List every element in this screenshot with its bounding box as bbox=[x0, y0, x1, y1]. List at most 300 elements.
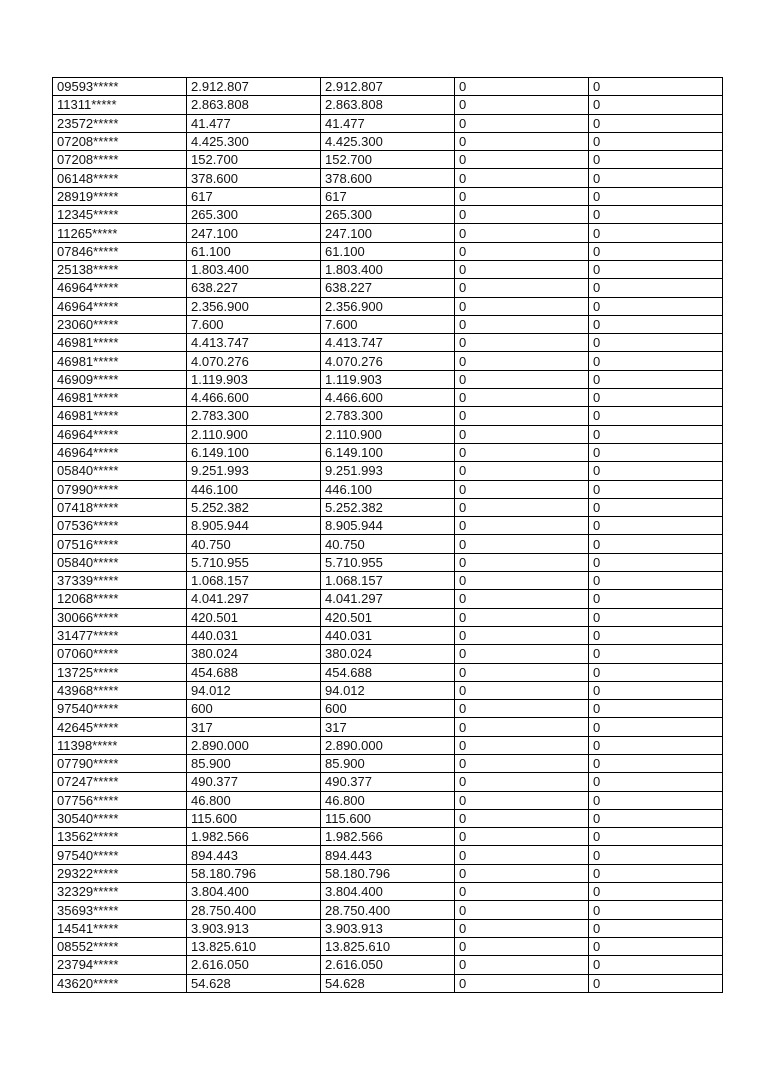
table-row bbox=[53, 187, 723, 205]
amount-repeat-cell: 7.600 bbox=[321, 315, 455, 333]
id-cell: 46909***** bbox=[53, 370, 187, 388]
amount-repeat-cell: 28.750.400 bbox=[321, 901, 455, 919]
id-cell: 07208***** bbox=[53, 151, 187, 169]
zero-cell-b: 0 bbox=[589, 517, 723, 535]
table-body bbox=[53, 78, 723, 993]
zero-cell-a: 0 bbox=[455, 736, 589, 754]
table-row bbox=[53, 791, 723, 809]
amount-cell: 115.600 bbox=[187, 809, 321, 827]
zero-cell-a: 0 bbox=[455, 224, 589, 242]
id-cell: 13725***** bbox=[53, 663, 187, 681]
amount-cell: 894.443 bbox=[187, 846, 321, 864]
zero-cell-b: 0 bbox=[589, 864, 723, 882]
zero-cell-a: 0 bbox=[455, 169, 589, 187]
table-row bbox=[53, 334, 723, 352]
zero-cell-a: 0 bbox=[455, 809, 589, 827]
amount-repeat-cell: 420.501 bbox=[321, 608, 455, 626]
table-row bbox=[53, 151, 723, 169]
table-row bbox=[53, 700, 723, 718]
id-cell: 07516***** bbox=[53, 535, 187, 553]
amount-repeat-cell: 6.149.100 bbox=[321, 443, 455, 461]
table-row bbox=[53, 462, 723, 480]
id-cell: 46981***** bbox=[53, 334, 187, 352]
amount-repeat-cell: 2.616.050 bbox=[321, 956, 455, 974]
table-row bbox=[53, 96, 723, 114]
id-cell: 30066***** bbox=[53, 608, 187, 626]
zero-cell-b: 0 bbox=[589, 572, 723, 590]
zero-cell-b: 0 bbox=[589, 279, 723, 297]
zero-cell-a: 0 bbox=[455, 754, 589, 772]
table-row bbox=[53, 370, 723, 388]
amount-cell: 490.377 bbox=[187, 773, 321, 791]
id-cell: 07247***** bbox=[53, 773, 187, 791]
amount-cell: 247.100 bbox=[187, 224, 321, 242]
zero-cell-a: 0 bbox=[455, 828, 589, 846]
zero-cell-a: 0 bbox=[455, 462, 589, 480]
amount-repeat-cell: 317 bbox=[321, 718, 455, 736]
amount-cell: 617 bbox=[187, 187, 321, 205]
table-row bbox=[53, 608, 723, 626]
amount-cell: 85.900 bbox=[187, 754, 321, 772]
zero-cell-b: 0 bbox=[589, 956, 723, 974]
table-row bbox=[53, 572, 723, 590]
table-row bbox=[53, 663, 723, 681]
zero-cell-b: 0 bbox=[589, 242, 723, 260]
zero-cell-a: 0 bbox=[455, 260, 589, 278]
table-row bbox=[53, 974, 723, 992]
amount-repeat-cell: 4.413.747 bbox=[321, 334, 455, 352]
zero-cell-b: 0 bbox=[589, 974, 723, 992]
amount-cell: 13.825.610 bbox=[187, 937, 321, 955]
id-cell: 32329***** bbox=[53, 883, 187, 901]
amount-repeat-cell: 446.100 bbox=[321, 480, 455, 498]
amount-repeat-cell: 5.710.955 bbox=[321, 553, 455, 571]
amount-repeat-cell: 1.982.566 bbox=[321, 828, 455, 846]
table-row bbox=[53, 169, 723, 187]
zero-cell-b: 0 bbox=[589, 736, 723, 754]
zero-cell-b: 0 bbox=[589, 846, 723, 864]
zero-cell-a: 0 bbox=[455, 864, 589, 882]
zero-cell-b: 0 bbox=[589, 919, 723, 937]
amount-cell: 4.070.276 bbox=[187, 352, 321, 370]
amount-cell: 4.413.747 bbox=[187, 334, 321, 352]
amount-repeat-cell: 3.804.400 bbox=[321, 883, 455, 901]
zero-cell-a: 0 bbox=[455, 645, 589, 663]
amount-cell: 4.425.300 bbox=[187, 132, 321, 150]
table-row bbox=[53, 883, 723, 901]
amount-repeat-cell: 115.600 bbox=[321, 809, 455, 827]
id-cell: 30540***** bbox=[53, 809, 187, 827]
table-row bbox=[53, 956, 723, 974]
id-cell: 46964***** bbox=[53, 425, 187, 443]
table-row bbox=[53, 480, 723, 498]
id-cell: 14541***** bbox=[53, 919, 187, 937]
amount-cell: 4.466.600 bbox=[187, 389, 321, 407]
amount-cell: 28.750.400 bbox=[187, 901, 321, 919]
amount-repeat-cell: 2.356.900 bbox=[321, 297, 455, 315]
table-row bbox=[53, 260, 723, 278]
table-row bbox=[53, 828, 723, 846]
id-cell: 37339***** bbox=[53, 572, 187, 590]
zero-cell-a: 0 bbox=[455, 498, 589, 516]
amount-cell: 2.912.807 bbox=[187, 78, 321, 96]
id-cell: 31477***** bbox=[53, 626, 187, 644]
table-row bbox=[53, 535, 723, 553]
amount-cell: 446.100 bbox=[187, 480, 321, 498]
amount-cell: 265.300 bbox=[187, 206, 321, 224]
table-row bbox=[53, 937, 723, 955]
amount-repeat-cell: 152.700 bbox=[321, 151, 455, 169]
amount-cell: 2.616.050 bbox=[187, 956, 321, 974]
zero-cell-a: 0 bbox=[455, 626, 589, 644]
amount-repeat-cell: 2.912.807 bbox=[321, 78, 455, 96]
amount-cell: 94.012 bbox=[187, 681, 321, 699]
id-cell: 25138***** bbox=[53, 260, 187, 278]
amount-cell: 58.180.796 bbox=[187, 864, 321, 882]
zero-cell-b: 0 bbox=[589, 553, 723, 571]
amount-cell: 2.890.000 bbox=[187, 736, 321, 754]
zero-cell-b: 0 bbox=[589, 315, 723, 333]
amount-cell: 61.100 bbox=[187, 242, 321, 260]
amount-repeat-cell: 9.251.993 bbox=[321, 462, 455, 480]
table-row bbox=[53, 498, 723, 516]
id-cell: 46981***** bbox=[53, 389, 187, 407]
zero-cell-b: 0 bbox=[589, 590, 723, 608]
amount-repeat-cell: 490.377 bbox=[321, 773, 455, 791]
table-row bbox=[53, 114, 723, 132]
amount-repeat-cell: 4.466.600 bbox=[321, 389, 455, 407]
id-cell: 11398***** bbox=[53, 736, 187, 754]
zero-cell-b: 0 bbox=[589, 132, 723, 150]
id-cell: 23572***** bbox=[53, 114, 187, 132]
zero-cell-a: 0 bbox=[455, 480, 589, 498]
table-row bbox=[53, 425, 723, 443]
zero-cell-a: 0 bbox=[455, 352, 589, 370]
data-table bbox=[52, 77, 723, 993]
id-cell: 46981***** bbox=[53, 407, 187, 425]
id-cell: 97540***** bbox=[53, 846, 187, 864]
table-row bbox=[53, 78, 723, 96]
amount-cell: 2.783.300 bbox=[187, 407, 321, 425]
table-row bbox=[53, 297, 723, 315]
zero-cell-b: 0 bbox=[589, 407, 723, 425]
zero-cell-a: 0 bbox=[455, 937, 589, 955]
zero-cell-b: 0 bbox=[589, 114, 723, 132]
amount-cell: 41.477 bbox=[187, 114, 321, 132]
amount-repeat-cell: 13.825.610 bbox=[321, 937, 455, 955]
zero-cell-b: 0 bbox=[589, 169, 723, 187]
zero-cell-a: 0 bbox=[455, 187, 589, 205]
zero-cell-b: 0 bbox=[589, 773, 723, 791]
id-cell: 46964***** bbox=[53, 443, 187, 461]
zero-cell-b: 0 bbox=[589, 791, 723, 809]
id-cell: 23794***** bbox=[53, 956, 187, 974]
zero-cell-b: 0 bbox=[589, 937, 723, 955]
zero-cell-a: 0 bbox=[455, 535, 589, 553]
amount-repeat-cell: 378.600 bbox=[321, 169, 455, 187]
amount-cell: 8.905.944 bbox=[187, 517, 321, 535]
amount-cell: 1.982.566 bbox=[187, 828, 321, 846]
zero-cell-a: 0 bbox=[455, 663, 589, 681]
amount-repeat-cell: 1.803.400 bbox=[321, 260, 455, 278]
zero-cell-a: 0 bbox=[455, 425, 589, 443]
table-row bbox=[53, 645, 723, 663]
zero-cell-a: 0 bbox=[455, 96, 589, 114]
table-row bbox=[53, 773, 723, 791]
zero-cell-b: 0 bbox=[589, 462, 723, 480]
id-cell: 43968***** bbox=[53, 681, 187, 699]
amount-repeat-cell: 440.031 bbox=[321, 626, 455, 644]
zero-cell-a: 0 bbox=[455, 681, 589, 699]
table-row bbox=[53, 443, 723, 461]
table-row bbox=[53, 590, 723, 608]
zero-cell-a: 0 bbox=[455, 773, 589, 791]
zero-cell-a: 0 bbox=[455, 553, 589, 571]
amount-repeat-cell: 2.783.300 bbox=[321, 407, 455, 425]
zero-cell-b: 0 bbox=[589, 151, 723, 169]
zero-cell-b: 0 bbox=[589, 352, 723, 370]
table-row bbox=[53, 626, 723, 644]
amount-cell: 380.024 bbox=[187, 645, 321, 663]
zero-cell-b: 0 bbox=[589, 96, 723, 114]
table-row bbox=[53, 864, 723, 882]
zero-cell-b: 0 bbox=[589, 78, 723, 96]
table-row bbox=[53, 736, 723, 754]
id-cell: 09593***** bbox=[53, 78, 187, 96]
zero-cell-b: 0 bbox=[589, 809, 723, 827]
amount-cell: 317 bbox=[187, 718, 321, 736]
id-cell: 07208***** bbox=[53, 132, 187, 150]
amount-cell: 3.804.400 bbox=[187, 883, 321, 901]
table-row bbox=[53, 132, 723, 150]
id-cell: 97540***** bbox=[53, 700, 187, 718]
id-cell: 08552***** bbox=[53, 937, 187, 955]
zero-cell-a: 0 bbox=[455, 919, 589, 937]
table-row bbox=[53, 242, 723, 260]
zero-cell-b: 0 bbox=[589, 901, 723, 919]
amount-repeat-cell: 85.900 bbox=[321, 754, 455, 772]
amount-repeat-cell: 265.300 bbox=[321, 206, 455, 224]
zero-cell-b: 0 bbox=[589, 443, 723, 461]
zero-cell-a: 0 bbox=[455, 389, 589, 407]
amount-cell: 454.688 bbox=[187, 663, 321, 681]
id-cell: 46964***** bbox=[53, 297, 187, 315]
zero-cell-a: 0 bbox=[455, 883, 589, 901]
amount-cell: 9.251.993 bbox=[187, 462, 321, 480]
id-cell: 42645***** bbox=[53, 718, 187, 736]
amount-cell: 54.628 bbox=[187, 974, 321, 992]
id-cell: 12068***** bbox=[53, 590, 187, 608]
amount-repeat-cell: 894.443 bbox=[321, 846, 455, 864]
amount-cell: 2.110.900 bbox=[187, 425, 321, 443]
table-row bbox=[53, 846, 723, 864]
amount-repeat-cell: 638.227 bbox=[321, 279, 455, 297]
amount-cell: 152.700 bbox=[187, 151, 321, 169]
amount-repeat-cell: 1.119.903 bbox=[321, 370, 455, 388]
id-cell: 11265***** bbox=[53, 224, 187, 242]
table-row bbox=[53, 681, 723, 699]
amount-cell: 600 bbox=[187, 700, 321, 718]
table-row bbox=[53, 206, 723, 224]
zero-cell-a: 0 bbox=[455, 791, 589, 809]
zero-cell-a: 0 bbox=[455, 572, 589, 590]
zero-cell-b: 0 bbox=[589, 498, 723, 516]
table-row bbox=[53, 279, 723, 297]
zero-cell-a: 0 bbox=[455, 700, 589, 718]
id-cell: 35693***** bbox=[53, 901, 187, 919]
amount-repeat-cell: 454.688 bbox=[321, 663, 455, 681]
zero-cell-a: 0 bbox=[455, 114, 589, 132]
table-row bbox=[53, 901, 723, 919]
amount-cell: 40.750 bbox=[187, 535, 321, 553]
zero-cell-b: 0 bbox=[589, 626, 723, 644]
zero-cell-b: 0 bbox=[589, 260, 723, 278]
amount-cell: 6.149.100 bbox=[187, 443, 321, 461]
zero-cell-b: 0 bbox=[589, 206, 723, 224]
id-cell: 13562***** bbox=[53, 828, 187, 846]
amount-repeat-cell: 3.903.913 bbox=[321, 919, 455, 937]
zero-cell-a: 0 bbox=[455, 78, 589, 96]
amount-repeat-cell: 8.905.944 bbox=[321, 517, 455, 535]
amount-repeat-cell: 617 bbox=[321, 187, 455, 205]
amount-cell: 638.227 bbox=[187, 279, 321, 297]
amount-cell: 5.252.382 bbox=[187, 498, 321, 516]
table-row bbox=[53, 718, 723, 736]
amount-repeat-cell: 58.180.796 bbox=[321, 864, 455, 882]
id-cell: 07790***** bbox=[53, 754, 187, 772]
amount-cell: 378.600 bbox=[187, 169, 321, 187]
amount-cell: 3.903.913 bbox=[187, 919, 321, 937]
amount-cell: 420.501 bbox=[187, 608, 321, 626]
zero-cell-b: 0 bbox=[589, 828, 723, 846]
amount-cell: 4.041.297 bbox=[187, 590, 321, 608]
id-cell: 06148***** bbox=[53, 169, 187, 187]
amount-cell: 440.031 bbox=[187, 626, 321, 644]
amount-repeat-cell: 2.863.808 bbox=[321, 96, 455, 114]
amount-repeat-cell: 54.628 bbox=[321, 974, 455, 992]
amount-repeat-cell: 40.750 bbox=[321, 535, 455, 553]
table-row bbox=[53, 315, 723, 333]
amount-repeat-cell: 4.425.300 bbox=[321, 132, 455, 150]
zero-cell-a: 0 bbox=[455, 517, 589, 535]
id-cell: 05840***** bbox=[53, 462, 187, 480]
zero-cell-a: 0 bbox=[455, 206, 589, 224]
table-row bbox=[53, 809, 723, 827]
zero-cell-b: 0 bbox=[589, 370, 723, 388]
id-cell: 46981***** bbox=[53, 352, 187, 370]
amount-repeat-cell: 46.800 bbox=[321, 791, 455, 809]
amount-cell: 5.710.955 bbox=[187, 553, 321, 571]
amount-repeat-cell: 600 bbox=[321, 700, 455, 718]
amount-repeat-cell: 4.070.276 bbox=[321, 352, 455, 370]
zero-cell-b: 0 bbox=[589, 334, 723, 352]
amount-repeat-cell: 5.252.382 bbox=[321, 498, 455, 516]
id-cell: 07756***** bbox=[53, 791, 187, 809]
id-cell: 12345***** bbox=[53, 206, 187, 224]
zero-cell-a: 0 bbox=[455, 956, 589, 974]
amount-cell: 2.863.808 bbox=[187, 96, 321, 114]
id-cell: 07990***** bbox=[53, 480, 187, 498]
zero-cell-b: 0 bbox=[589, 535, 723, 553]
id-cell: 28919***** bbox=[53, 187, 187, 205]
table-row bbox=[53, 553, 723, 571]
amount-repeat-cell: 1.068.157 bbox=[321, 572, 455, 590]
zero-cell-b: 0 bbox=[589, 700, 723, 718]
zero-cell-a: 0 bbox=[455, 279, 589, 297]
zero-cell-b: 0 bbox=[589, 681, 723, 699]
amount-repeat-cell: 2.890.000 bbox=[321, 736, 455, 754]
amount-cell: 2.356.900 bbox=[187, 297, 321, 315]
zero-cell-a: 0 bbox=[455, 590, 589, 608]
zero-cell-a: 0 bbox=[455, 334, 589, 352]
amount-repeat-cell: 41.477 bbox=[321, 114, 455, 132]
table-row bbox=[53, 517, 723, 535]
zero-cell-b: 0 bbox=[589, 224, 723, 242]
amount-repeat-cell: 247.100 bbox=[321, 224, 455, 242]
id-cell: 07060***** bbox=[53, 645, 187, 663]
amount-repeat-cell: 94.012 bbox=[321, 681, 455, 699]
amount-repeat-cell: 380.024 bbox=[321, 645, 455, 663]
zero-cell-b: 0 bbox=[589, 883, 723, 901]
zero-cell-b: 0 bbox=[589, 187, 723, 205]
zero-cell-a: 0 bbox=[455, 407, 589, 425]
zero-cell-a: 0 bbox=[455, 297, 589, 315]
table-row bbox=[53, 919, 723, 937]
zero-cell-b: 0 bbox=[589, 645, 723, 663]
zero-cell-a: 0 bbox=[455, 718, 589, 736]
amount-cell: 1.803.400 bbox=[187, 260, 321, 278]
amount-repeat-cell: 4.041.297 bbox=[321, 590, 455, 608]
zero-cell-a: 0 bbox=[455, 846, 589, 864]
zero-cell-a: 0 bbox=[455, 370, 589, 388]
id-cell: 05840***** bbox=[53, 553, 187, 571]
zero-cell-a: 0 bbox=[455, 443, 589, 461]
table-row bbox=[53, 389, 723, 407]
zero-cell-b: 0 bbox=[589, 754, 723, 772]
zero-cell-a: 0 bbox=[455, 315, 589, 333]
table-row bbox=[53, 754, 723, 772]
id-cell: 11311***** bbox=[53, 96, 187, 114]
id-cell: 43620***** bbox=[53, 974, 187, 992]
amount-repeat-cell: 2.110.900 bbox=[321, 425, 455, 443]
zero-cell-a: 0 bbox=[455, 901, 589, 919]
zero-cell-a: 0 bbox=[455, 242, 589, 260]
zero-cell-b: 0 bbox=[589, 389, 723, 407]
table-row bbox=[53, 224, 723, 242]
amount-repeat-cell: 61.100 bbox=[321, 242, 455, 260]
zero-cell-b: 0 bbox=[589, 425, 723, 443]
id-cell: 23060***** bbox=[53, 315, 187, 333]
id-cell: 07846***** bbox=[53, 242, 187, 260]
amount-cell: 1.068.157 bbox=[187, 572, 321, 590]
zero-cell-b: 0 bbox=[589, 297, 723, 315]
zero-cell-b: 0 bbox=[589, 663, 723, 681]
id-cell: 46964***** bbox=[53, 279, 187, 297]
id-cell: 29322***** bbox=[53, 864, 187, 882]
id-cell: 07418***** bbox=[53, 498, 187, 516]
id-cell: 07536***** bbox=[53, 517, 187, 535]
zero-cell-a: 0 bbox=[455, 608, 589, 626]
table-row bbox=[53, 352, 723, 370]
zero-cell-a: 0 bbox=[455, 151, 589, 169]
zero-cell-b: 0 bbox=[589, 718, 723, 736]
zero-cell-a: 0 bbox=[455, 132, 589, 150]
zero-cell-a: 0 bbox=[455, 974, 589, 992]
amount-cell: 7.600 bbox=[187, 315, 321, 333]
amount-cell: 46.800 bbox=[187, 791, 321, 809]
zero-cell-b: 0 bbox=[589, 608, 723, 626]
zero-cell-b: 0 bbox=[589, 480, 723, 498]
